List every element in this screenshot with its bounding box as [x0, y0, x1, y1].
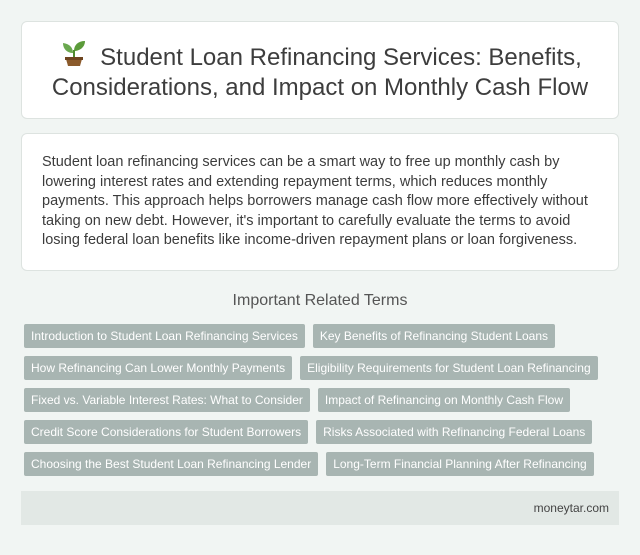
- related-terms-heading: Important Related Terms: [232, 292, 408, 309]
- footer-site-link[interactable]: moneytar.com: [533, 501, 609, 515]
- related-term-tag[interactable]: Fixed vs. Variable Interest Rates: What to Consider: [24, 388, 310, 412]
- related-term-tag[interactable]: How Refinancing Can Lower Monthly Payments: [24, 356, 292, 380]
- summary-text: Student loan refinancing services can be a smart way to free up monthly cash by lowering interest rates and extending repayment terms, which reduces monthly payments. This approach helps borrowers manage cash flow more effectively without taking on new debt. However, it's important to carefully evaluate the terms to avoid losing federal loan benefits like income-driven repayment plans or loan forgiveness.: [42, 154, 588, 248]
- tag-row: [21, 324, 619, 356]
- related-term-tag[interactable]: Risks Associated with Refinancing Federal Loans: [316, 420, 592, 444]
- summary-card: [21, 133, 619, 271]
- tag-row: [21, 420, 619, 452]
- related-term-tag[interactable]: Choosing the Best Student Loan Refinancing Lender: [24, 452, 318, 476]
- related-terms-list: [21, 324, 619, 484]
- related-term-tag[interactable]: Eligibility Requirements for Student Loan Refinancing: [300, 356, 598, 380]
- page-title-text: Student Loan Refinancing Services: Benefits, Considerations, and Impact on Monthly Cash Flow: [51, 44, 589, 101]
- related-term-tag[interactable]: Introduction to Student Loan Refinancing Services: [24, 324, 305, 348]
- seedling-icon: [58, 37, 90, 67]
- related-term-tag[interactable]: Credit Score Considerations for Student Borrowers: [24, 420, 308, 444]
- title-card: [21, 21, 619, 119]
- page-title: [40, 37, 600, 103]
- tag-row: [21, 356, 619, 388]
- related-term-tag[interactable]: Long-Term Financial Planning After Refinancing: [326, 452, 593, 476]
- related-term-tag[interactable]: Key Benefits of Refinancing Student Loans: [313, 324, 555, 348]
- tag-row: [21, 388, 619, 420]
- tag-row: [21, 452, 619, 484]
- related-term-tag[interactable]: Impact of Refinancing on Monthly Cash Flow: [318, 388, 570, 412]
- footer: [21, 491, 619, 525]
